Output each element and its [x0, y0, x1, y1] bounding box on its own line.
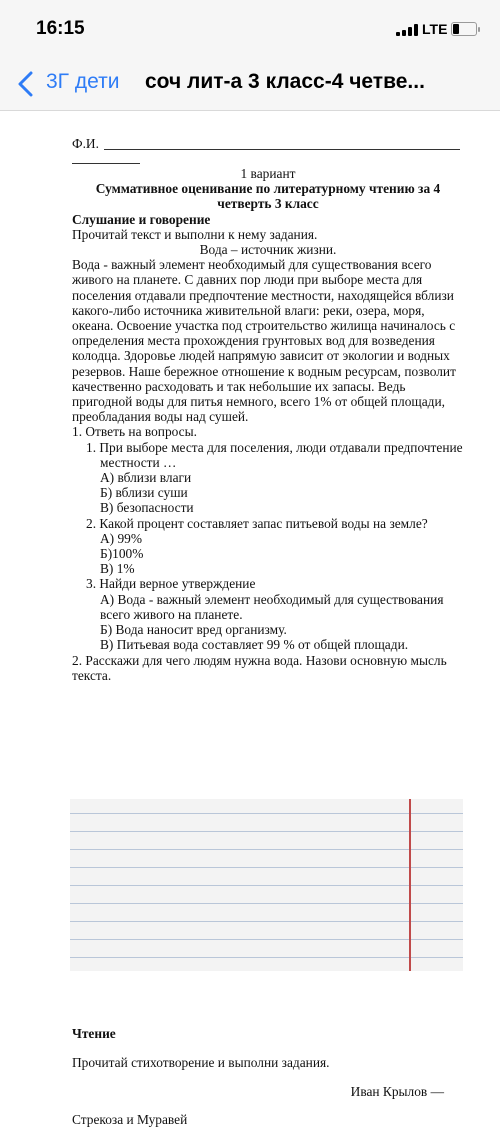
status-bar [0, 0, 500, 60]
text-title: Вода – источник жизни. [199, 242, 337, 258]
task-2: 2. Расскажи для чего людям нужна вода. Назови основную мысль текста. [72, 652, 447, 683]
section-listening: Слушание и говорение [72, 211, 211, 227]
fio-label: Ф.И. [72, 136, 99, 151]
document-heading: Суммативное оценивание по литературному чтению за 4 четверть 3 класс [95, 181, 441, 212]
variant-label: 1 вариант [240, 166, 296, 181]
answer-lines [70, 799, 463, 971]
q3-option-a: А) Вода - важный элемент необходимый для существования всего живого на планете. [100, 591, 444, 622]
q2-option-b: Б)100% [100, 546, 144, 562]
back-button[interactable]: 3Г дети [46, 70, 120, 93]
q3-option-c: В) Питьевая вода составляет 99 % от общей площади. [100, 637, 409, 653]
q3-option-b: Б) Вода наносит вред организму. [100, 622, 287, 638]
question-2: 2. Какой процент составляет запас питьевой воды на земле? [86, 515, 428, 531]
battery-icon [451, 22, 477, 36]
task-1: 1. Ответь на вопросы. [72, 424, 197, 440]
question-3: 3. Найди верное утверждение [86, 576, 256, 592]
fio-underline [104, 149, 460, 150]
q2-option-c: В) 1% [100, 561, 135, 577]
section-reading: Чтение [72, 1026, 116, 1042]
status-time: 16:15 [36, 18, 85, 39]
fio-underline-2 [72, 163, 140, 164]
q1-option-c: В) безопасности [100, 500, 194, 516]
back-chevron-icon[interactable] [16, 71, 36, 97]
question-1: 1. При выборе места для поселения, люди отдавали предпочтение местности … [86, 439, 463, 470]
margin-line [409, 799, 411, 971]
document-body [72, 166, 464, 683]
network-label: LTE [422, 21, 448, 37]
signal-icon [396, 24, 418, 36]
nav-bar [0, 60, 500, 111]
nav-title: соч лит-а 3 класс-4 четве... [145, 70, 425, 93]
q1-option-b: Б) вблизи суши [100, 485, 188, 501]
text-body: Вода - важный элемент необходимый для существования всего живого на планете. С давних пор люди при выборе места для поселения отдавали предпочтение местности, находящейся вблизи какого-либо источника живительной влаги: реки, озера, моря, океана. Освоение участка под строительство жилища начиналось с определения места прохождения грунтовых вод для возведения колодца. Здоровье людей напрямую зависит от экологии и водных резервов. Наше бережное отношение к водным ресурсам, позволит качественно расходовать и так небольшие их запасы. Ведь пригодной воды для питья немного, всего 1% от общей площади, преобладания воды над сушей. [72, 257, 456, 425]
reading-section [72, 1013, 464, 1141]
poem-title: Стрекоза и Муравей [72, 1112, 188, 1128]
poem-author: Иван Крылов — [350, 1083, 444, 1099]
instruction-1: Прочитай текст и выполни к нему задания. [72, 226, 318, 242]
q2-option-a: А) 99% [100, 530, 143, 546]
instruction-2: Прочитай стихотворение и выполни задания. [72, 1054, 330, 1070]
q1-option-a: А) вблизи влаги [100, 470, 192, 486]
